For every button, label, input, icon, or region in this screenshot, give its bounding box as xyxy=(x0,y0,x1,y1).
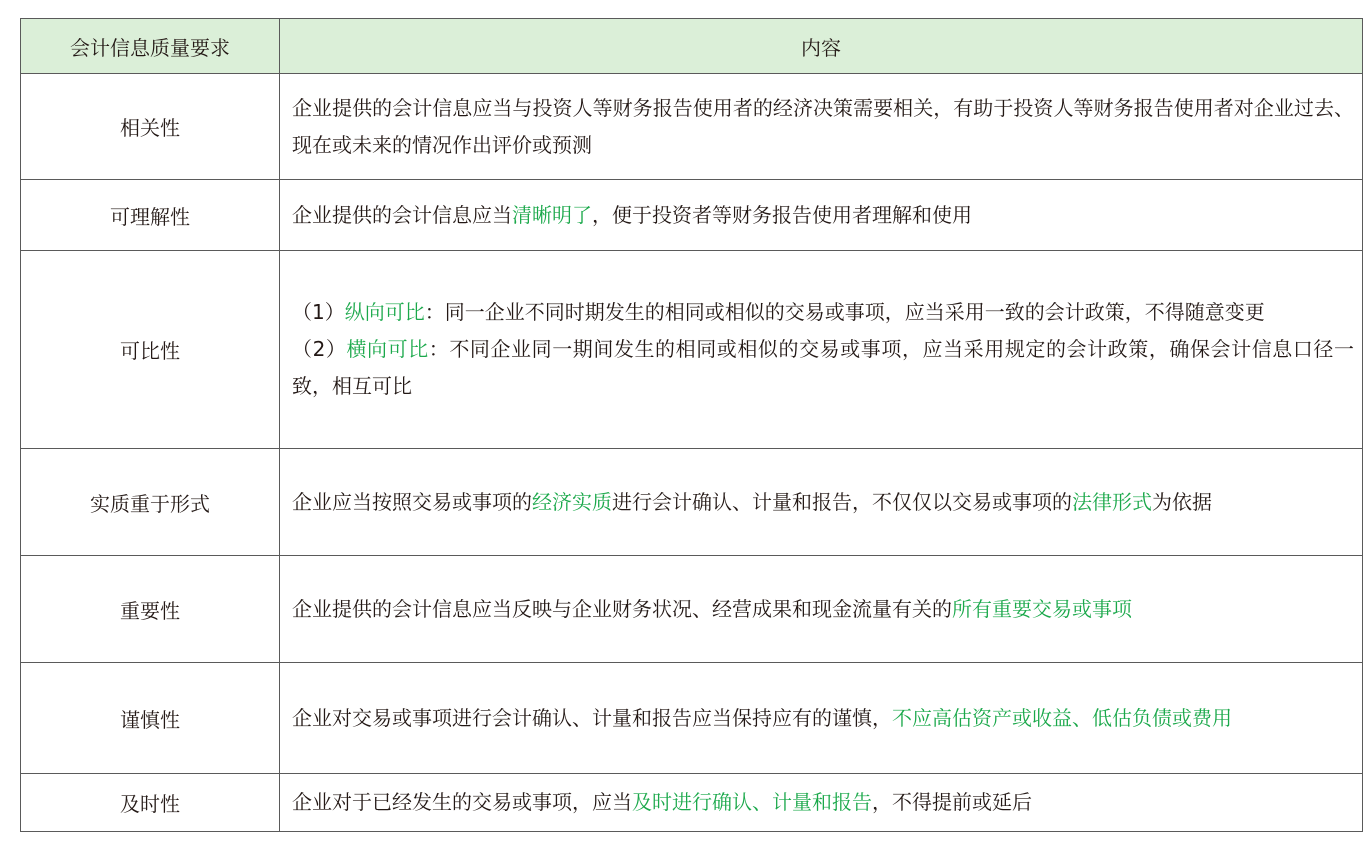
table-row xyxy=(21,74,1363,180)
table-row xyxy=(21,180,1363,251)
highlighted-text: 及时进行确认、计量和报告 xyxy=(632,790,872,814)
table-row xyxy=(21,251,1363,449)
requirement-name: 及时性 xyxy=(21,774,280,832)
table-row xyxy=(21,449,1363,556)
content-text: 企业对交易或事项进行会计确认、计量和报告应当保持应有的谨慎， xyxy=(292,705,892,730)
table-header xyxy=(21,19,1363,74)
requirement-name: 重要性 xyxy=(21,556,280,663)
content-paragraph xyxy=(292,197,1354,234)
highlighted-text: 法律形式 xyxy=(1072,489,1152,514)
content-paragraph xyxy=(292,484,1354,521)
highlighted-text: 所有重要交易或事项 xyxy=(952,596,1132,621)
requirement-content xyxy=(280,774,1363,832)
requirement-name: 谨慎性 xyxy=(21,663,280,774)
requirement-content xyxy=(280,251,1363,449)
requirement-content xyxy=(280,663,1363,774)
content-text: ：同一企业不同时期发生的相同或相似的交易或事项，应当采用一致的会计政策，不得随意变更 xyxy=(424,300,1265,324)
requirement-name: 可比性 xyxy=(21,251,280,449)
content-paragraph xyxy=(292,700,1354,737)
quality-requirements-table xyxy=(20,18,1363,832)
content-paragraph xyxy=(292,591,1354,628)
header-requirement: 会计信息质量要求 xyxy=(21,19,280,74)
content-text: 企业对于已经发生的交易或事项，应当 xyxy=(292,790,632,814)
content-text: ：不同企业同一期间发生的相同或相似的交易或事项，应当采用规定的会计政策，确保会计信息口径一致，相互可比 xyxy=(292,337,1354,398)
content-text: 企业提供的会计信息应当与投资人等财务报告使用者的经济决策需要相关，有助于投资人等财务报告使用者对企业过去、现在或未来的情况作出评价或预测 xyxy=(292,95,1354,157)
header-row xyxy=(21,19,1363,74)
requirement-name: 可理解性 xyxy=(21,180,280,251)
content-text: 企业提供的会计信息应当 xyxy=(292,202,512,227)
requirement-content xyxy=(280,556,1363,663)
header-content: 内容 xyxy=(280,19,1363,74)
requirement-content xyxy=(280,180,1363,251)
requirement-content xyxy=(280,74,1363,180)
content-paragraph xyxy=(292,294,1354,331)
highlighted-text: 横向可比 xyxy=(346,337,429,361)
content-paragraph xyxy=(292,784,1354,821)
content-text: ，不得提前或延后 xyxy=(872,790,1032,814)
table-row xyxy=(21,663,1363,774)
content-text: （1） xyxy=(292,300,345,324)
highlighted-text: 纵向可比 xyxy=(344,300,425,324)
content-text: ，便于投资者等财务报告使用者理解和使用 xyxy=(592,202,972,227)
highlighted-text: 清晰明了 xyxy=(512,202,592,227)
content-text: 企业提供的会计信息应当反映与企业财务状况、经营成果和现金流量有关的 xyxy=(292,596,952,621)
table-row xyxy=(21,774,1363,832)
content-text: 为依据 xyxy=(1152,489,1212,514)
requirement-name: 相关性 xyxy=(21,74,280,180)
requirement-content xyxy=(280,449,1363,556)
table-body xyxy=(21,74,1363,832)
content-paragraph xyxy=(292,331,1354,405)
requirement-name: 实质重于形式 xyxy=(21,449,280,556)
content-text: 企业应当按照交易或事项的 xyxy=(292,489,532,514)
table-row xyxy=(21,556,1363,663)
highlighted-text: 不应高估资产或收益、低估负债或费用 xyxy=(892,705,1232,730)
content-text: （2） xyxy=(292,337,347,361)
highlighted-text: 经济实质 xyxy=(532,489,612,514)
content-paragraph xyxy=(292,90,1354,164)
content-text: 进行会计确认、计量和报告，不仅仅以交易或事项的 xyxy=(612,489,1072,514)
